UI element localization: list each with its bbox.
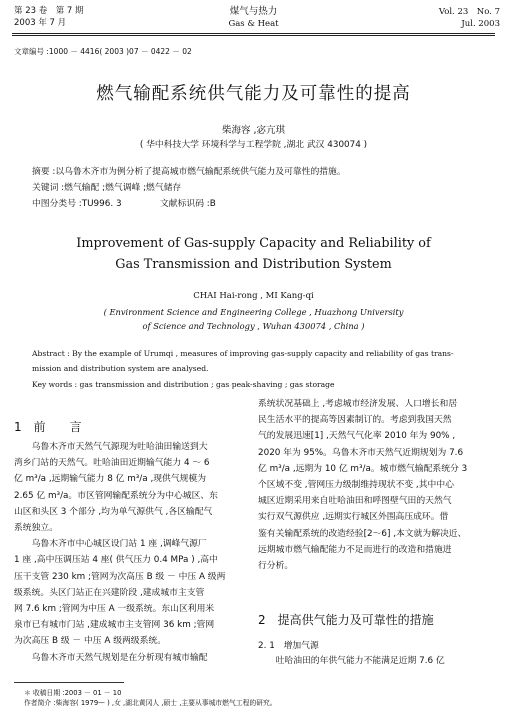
paragraph-line: 城区近期采用来自吐哈油田和呼图壁气田的天然气 bbox=[258, 496, 452, 507]
authors-en: CHAI Hai-rong , MI Kang-qi bbox=[193, 291, 314, 301]
keywords-cn: 关键词 :燃气输配 ;燃气调峰 ;燃气储存 bbox=[32, 183, 182, 193]
affiliation-cn: ( 华中科技大学 环境科学与工程学院 ,湖北 武汉 430074 ) bbox=[139, 140, 368, 150]
journal-volume-issue: 第 23 卷 第 7 期 bbox=[14, 6, 84, 16]
paragraph-line: 亿 m³/a ,远期输气能力 8 亿 m³/a ,现供气规模为 bbox=[14, 474, 207, 485]
paragraph-line: 压干支管 230 km ;管网为次高压 B 级 － 中压 A 级两 bbox=[14, 571, 226, 582]
section-2-heading: 2 提高供气能力及可靠性的措施 bbox=[258, 613, 434, 627]
journal-volume-en: Vol. 23 No. 7 bbox=[438, 7, 500, 17]
paragraph-line: 2020 年为 95%。乌鲁木齐市天然气近期规划为 7.6 bbox=[258, 447, 464, 458]
paragraph-line: 1 座 ,高中压调压站 4 座( 供气压力 0.4 MPa ) ,高中 bbox=[14, 555, 218, 566]
paragraph-line: 2.65 亿 m³/a。市区管网输配系统分为中心城区、东 bbox=[14, 490, 218, 501]
section-1-heading: 1 前 言 bbox=[14, 420, 82, 434]
paragraph-line: 为次高压 B 级 － 中压 A 级两级系统。 bbox=[14, 636, 166, 647]
document-code: 文献标识码 :B bbox=[160, 199, 216, 209]
paragraph-line: 个区域不变 ,管网压力级制维持现状不变 ,其中中心 bbox=[258, 480, 454, 491]
paragraph-line: 湾乡门站的天然气。吐哈油田近期输气能力 4 ～ 6 bbox=[14, 458, 210, 469]
journal-title: 煤气与热力 bbox=[229, 6, 278, 17]
article-id: 文章编号 :1000 － 4416( 2003 )07 － 0422 － 02 bbox=[14, 47, 192, 56]
header-rule bbox=[12, 33, 495, 34]
abstract-en-line2: mission and distribution system are analysed. bbox=[32, 364, 209, 373]
journal-date: 2003 年 7 月 bbox=[14, 18, 67, 28]
authors-cn: 柴海容 ,宓亢琪 bbox=[221, 125, 286, 136]
keywords-en: Key words : gas transmission and distribution ; gas peak-shaving ; gas storage bbox=[32, 380, 335, 389]
title-en-line2: Gas Transmission and Distribution System bbox=[115, 257, 392, 272]
left-column bbox=[14, 439, 247, 666]
footnote-author: 作者简介 :柴海容( 1979— ) ,女 ,湖北黄冈人 ,硕士 ,主要从事城市燃气工程的研究。 bbox=[24, 699, 277, 707]
section-2-1-text: 吐哈油田的年供气能力不能满足近期 7.6 亿 bbox=[258, 656, 445, 666]
header-rule-2 bbox=[12, 35, 495, 36]
title-cn: 燃气输配系统供气能力及可靠性的提高 bbox=[96, 84, 411, 104]
clc-number: 中图分类号 :TU996. 3 bbox=[32, 199, 122, 209]
paragraph-line: 系统独立。 bbox=[14, 523, 58, 534]
section-2-1-heading: 2. 1 增加气源 bbox=[258, 641, 319, 651]
journal-title-en: Gas & Heat bbox=[228, 19, 279, 29]
paragraph-line: 亿 m³/a ,远期为 10 亿 m³/a。城市燃气输配系统分 3 bbox=[258, 463, 468, 474]
paragraph-line: 乌鲁木齐市天然气气源现为吐哈油田输送到大 bbox=[14, 442, 208, 452]
paragraph-line: 乌鲁木齐市中心城区设门站 1 座 ,调峰气源厂 bbox=[14, 539, 207, 550]
paragraph-line: 网 7.6 km ;管网为中压 A 一级系统。东山区利用米 bbox=[14, 604, 215, 615]
paragraph-line: 行分析。 bbox=[258, 561, 294, 572]
paragraph-line: 系统状况基础上 ,考虑城市经济发展、人口增长和居 bbox=[258, 399, 458, 409]
title-en-line1: Improvement of Gas-supply Capacity and Reliability of bbox=[76, 236, 431, 251]
abstract-cn: 摘要 :以乌鲁木齐市为例分析了提高城市燃气输配系统供气能力及可靠性的措施。 bbox=[32, 167, 346, 177]
journal-date-en: Jul. 2003 bbox=[461, 19, 500, 29]
paragraph-line: 民生活水平的提高等因素制订的。考虑到我国天然 bbox=[258, 415, 452, 426]
footnote-rule bbox=[14, 682, 124, 683]
paragraph-line: 乌鲁木齐市天然气规划是在分析现有城市输配 bbox=[14, 652, 208, 663]
affiliation-en-line2: of Science and Technology , Wuhan 430074 , China ) bbox=[142, 321, 365, 331]
footnote-received: ＊ 收稿日期 :2003 － 01 － 10 bbox=[24, 689, 122, 697]
right-column bbox=[258, 396, 495, 574]
abstract-en-line1: Abstract : By the example of Urumqi , measures of improving gas-supply capacity and reliability of gas trans- bbox=[32, 349, 454, 358]
paragraph-line: 山区和头区 3 个部分 ,均为单气源供气 ,各区输配气 bbox=[14, 506, 213, 517]
paragraph-line: 远期城市燃气输配能力不足而进行的改造和措施进 bbox=[258, 544, 452, 555]
paragraph-line: 实行双气源供应 ,远期实行城区外围高压成环。借 bbox=[258, 512, 449, 523]
paragraph-line: 泉市已有城市门站 ,建成城市主支管网 36 km ;管网 bbox=[14, 620, 215, 631]
paragraph-line: 气的发展迅速[1] ,天然气气化率 2010 年为 90% , bbox=[258, 431, 456, 442]
paragraph-line: 鉴有关输配系统的改造经验[2～6] ,本文就为解决近、 bbox=[258, 528, 467, 539]
affiliation-en-line1: ( Environment Science and Engineering College , Huazhong University bbox=[103, 307, 404, 317]
paragraph-line: 级系统。头区门站正在兴建阶段 ,建成城市主支管 bbox=[14, 587, 205, 598]
